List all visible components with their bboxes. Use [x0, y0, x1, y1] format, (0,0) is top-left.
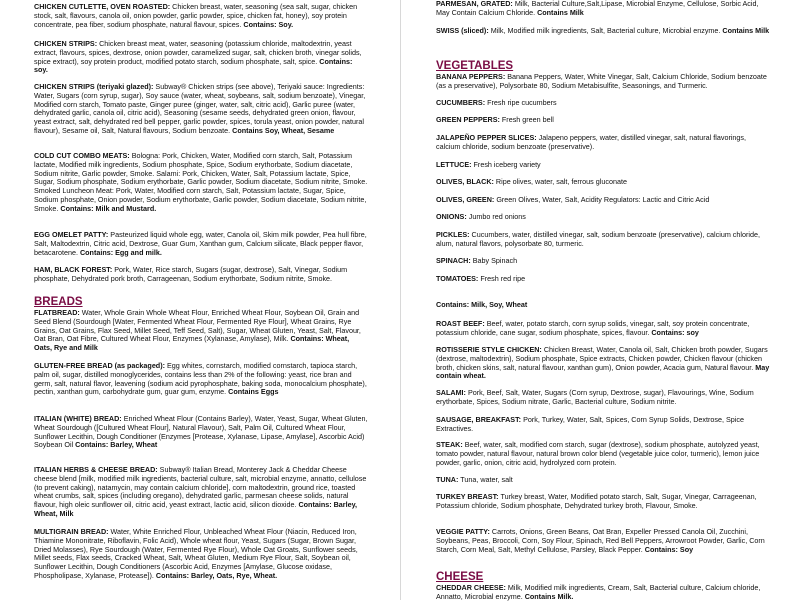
roast-beef-entry: ROAST BEEF: Beef, water, potato starch, corn syrup solids, vinegar, salt, soy protein concentrate, potassium chloride, cane sugar, sodium phosphate, spices, flavour. Contains: soy	[436, 319, 750, 337]
egg-omelet-entry: EGG OMELET PATTY: Pasteurized liquid whole egg, water, Canola oil, Skim milk powder, Pea hull fibre, Salt, Maltodextrin, Citric acid, Dextrose, Guar Gum, Xanthan gum, Calcium silicate, Black pepper flavor, betacarotene. Contains: Egg and milk.	[34, 230, 367, 257]
chicken-strips-entry: CHICKEN STRIPS: Chicken breast meat, water, seasoning (potassium chloride, maltodextrin, yeast extract, flavours, spices, dextrose, onion powder, caramelized sugar, salt, chicken broth, vinegar solids, spice extract), soy protein product, modified potato starch, sodium phosphate, salt, spice. Contains: soy.	[34, 39, 362, 75]
spinach-entry: SPINACH: Baby Spinach	[436, 256, 518, 265]
chicken-strips-teriyaki-entry: CHICKEN STRIPS (teriyaki glazed): Subway® Chicken strips (see above), Teriyaki sauce: Ingredients: Water, Sugars (corn syrup, sugar), Soy sauce (water, wheat, soybeans, salt, sodium benzoate), Vinegar, Modified corn starch, Tomato paste, Ginger puree (ginger, water, salt, citric acid), Garlic puree (water, dehydrated garlic, canola oil, citric acid), Seasoning (sesame seeds, dehydrated green onion, flavour, yeast extract, salt, dehydrated red bell pepper, garlic powder, spices, torula yeast, onion powder, natural flavour), Sesame oil, Salt, Natural flavours, Sodium benzoate. Contains Soy, Wheat, Sesame	[34, 82, 366, 135]
swiss-entry: SWISS (sliced): Milk, Modified milk ingredients, Salt, Bacterial culture, Microbial enzyme. Contains Milk	[436, 26, 770, 35]
italian-herbs-cheese-entry: ITALIAN HERBS & CHEESE BREAD: Subway® Italian Bread, Monterey Jack & Cheddar Cheese cheese blend [milk, modified milk ingredients, bacterial culture, salt, microbial enzyme, annatto, cellulose (to prevent caking), natamycin, may contain calcium chloride], corn maltodextrin, ground rice, toasted wheat crumbs, salt, spices (including oregano), dehydrated garlic, parmesan cheese solids, natural flavour, high oleic sunflower oil, citric acid, yeast extract, lactic acid, silicon dioxide. Contains: Barley, Wheat, Milk	[34, 465, 367, 518]
olives-green-entry: OLIVES, GREEN: Green Olives, Water, Salt, Acidity Regulators: Lactic and Citric Acid	[436, 195, 710, 204]
cold-cut-combo-entry: COLD CUT COMBO MEATS: Bologna: Pork, Chicken, Water, Modified corn starch, Salt, Potassium lactate, Modified milk ingredients, Sodium phosphate, Spice, Sodium erythorbate, Sodium diacetate, Sodium nitrite, Garlic powder, Smoke. Salami: Pork, Chicken, Water, Salt, Potassium lactate, Spice, Sugar, Sodium phosphate, Sodium erythorbate, Garlic powder, Sodium diacetate, Sodium nitrite, Smoke. Smoked Luncheon Meat: Pork, Water, Modified corn starch, Salt, Potassium lactate, Sugar, Spice, Sodium phosphate, Onion powder, Sodium erythorbate, Garlic powder, Sodium diacetate, Sodium nitrite, Smoke. Contains: Milk and Mustard.	[34, 151, 368, 213]
sausage-breakfast-entry: SAUSAGE, BREAKFAST: Pork, Turkey, Water, Salt, Spices, Corn Syrup Solids, Dextrose, Spice Extractives.	[436, 415, 744, 433]
parmesan-entry: PARMESAN, GRATED: Milk, Bacterial Culture,Salt,Lipase, Microbial Enzyme, Cellulose, Sorbic Acid, May Contain Calcium Chloride. Contains Milk	[436, 0, 759, 17]
banana-peppers-entry: BANANA PEPPERS: Banana Peppers, Water, White Vinegar, Salt, Calcium Chloride, Sodium benzoate (as a preservative), Polysorbate 80, Sodium Metabisulfite, Seasonings, and Turmeric.	[436, 72, 767, 90]
rotisserie-chicken-entry: ROTISSERIE STYLE CHICKEN: Chicken Breast, Water, Canola oil, Salt, Chicken broth powder, Sugars (dextrose, maltodextrin), Sodium phosphate, Spice extracts, Chicken powder, Chicken flavour (chicken broth, chicken skins, salt, natural flavour, xanthan gum), Onion powder, Acacia gum, Natural flavour. May contain wheat.	[436, 345, 770, 381]
cheese-heading: CHEESE	[436, 571, 484, 583]
olives-black-entry: OLIVES, BLACK: Ripe olives, water, salt, ferrous gluconate	[436, 177, 627, 186]
steak-entry: STEAK: Beef, water, salt, modified corn starch, sugar (dextrose), sodium phosphate, autolyzed yeast, tomato powder, natural flavour, natural brown color blend (vegetable juice color, turmeric), lemon juice powder, garlic, onion, citric acid, hydrolyzed corn protein.	[436, 440, 760, 467]
jalapeno-entry: JALAPEÑO PEPPER SLICES: Jalapeno peppers, water, distilled vinegar, salt, natural flavorings, calcium chloride, sodium benzoate (preservative).	[436, 133, 747, 151]
cucumbers-entry: CUCUMBERS: Fresh ripe cucumbers	[436, 98, 557, 107]
tuna-entry: TUNA: Tuna, water, salt	[436, 475, 513, 484]
tomatoes-entry: TOMATOES: Fresh red ripe	[436, 274, 526, 283]
column-divider	[400, 0, 401, 600]
multigrain-bread-entry: MULTIGRAIN BREAD: Water, White Enriched Flour, Unbleached Wheat Flour (Niacin, Reduced Iron, Thiamine Mononitrate, Riboflavin, Folic Acid), Whole wheat flour, Yeast, Sugars (Sugar, Brown Sugar, Dried Molasses), Rye Sourdough (Water, Fermented Rye Flour), Whole Oat Groats, Sunflower seeds, Millet seeds, Flax seeds, Cracked Wheat, Salt, Wheat Gluten, Medium Rye Flour, Salt, Soybean oil, Sunflower Lecithin, Dough Conditioners (Ascorbic Acid, Enzymes [Amylase, Glucose oxidase, Phospholipase, Xylanase, Protease]). Contains: Barley, Oats, Rye, Wheat.	[34, 527, 358, 580]
lettuce-entry: LETTUCE: Fresh iceberg variety	[436, 160, 541, 169]
ham-black-forest-entry: HAM, BLACK FOREST: Pork, Water, Rice starch, Sugars (sugar, dextrose), Salt, Vinegar, Sodium phosphate, Dehydrated pork broth, Carrageenan, Sodium erythorbate, Sodium nitrite, Smoke.	[34, 265, 348, 283]
pickles-entry: PICKLES: Cucumbers, water, distilled vinegar, salt, sodium benzoate (preservative), calcium chloride, alum, natural flavors, polysorbate 80, turmeric.	[436, 230, 760, 248]
chicken-cutlette-entry: CHICKEN CUTLETTE, OVEN ROASTED: Chicken breast, water, seasoning (sea salt, sugar, chicken stock, salt, flavours, canola oil, onion powder, garlic powder, spice, chicken fat, honey), soy protein concentrate, pea fiber, sodium phosphate, natural flavour, spices. Contains: Soy.	[34, 2, 358, 29]
flatbread-entry: FLATBREAD: Water, Whole Grain Whole Wheat Flour, Enriched Wheat Flour, Soybean Oil, Grain and Seed Blend (Sourdough [Water, Fermented Wheat Flour, Fermented Rye Flour], Wheat Grains, Rye Grains, Oat Grains, Flax Seed, Millet Seed, Teff Seed, Salt), Sugar, Wheat Gluten, Yeast, Salt, Flavour, Oat Bran, Oat Fibre, Cultured Wheat Flour, Enzymes (Xylanase, Amylase), Milk. Contains: Wheat, Oats, Rye and Milk	[34, 308, 361, 353]
italian-white-bread-entry: ITALIAN (WHITE) BREAD: Enriched Wheat Flour (Contains Barley), Water, Yeast, Sugar, Wheat Gluten, Wheat Sourdough ([Cultured Wheat Flour], Natural Flavour), Salt, Palm Oil, Cultured Wheat Flour, Sunflower Lecithin, Dough Conditioner (Enzymes [Protease, Xylanase, Lipase, Amylase], Ascorbic Acid) Soybean Oil Contains: Barley, Wheat	[34, 414, 368, 450]
veggie-patty-entry: VEGGIE PATTY: Carrots, Onions, Green Beans, Oat Bran, Expeller Pressed Canola Oil, Zucchini, Soybeans, Peas, Broccoli, Corn, Soy Flour, Spinach, Red Bell Peppers, Arrowroot Powder, Garlic, Corn Starch, Corn Meal, Salt, Methyl Cellulose, Parsley, Black Pepper. Contains: Soy	[436, 527, 765, 554]
gluten-free-bread-entry: GLUTEN-FREE BREAD (as packaged): Egg whites, cornstarch, modified cornstarch, tapioca starch, palm oil, sugar, distilled monoglycerides, contains less than 2% of the following: yeast, rice bran and germ, salt, natural flavor, leavening (sodium acid pyrophosphate, baking soda, monocalcium phosphate), pectin, xanthan gum, carbohydrate gum, guar gum, enzyme. Contains Eggs	[34, 361, 367, 397]
cheddar-cheese-entry: CHEDDAR CHEESE: Milk, Modified milk ingredients, Cream, Salt, Bacterial culture, Calcium chloride, Annatto, Microbial enzyme. Contains Milk.	[436, 583, 761, 601]
green-peppers-entry: GREEN PEPPERS: Fresh green bell	[436, 115, 554, 124]
salami-entry: SALAMI: Pork, Beef, Salt, Water, Sugars (Corn syrup, Dextrose, sugar), Flavourings, Wine, Sodium erythorbate, Spices, Sodium nitrate, Garlic, Bacterial culture, Sodium nitrite.	[436, 388, 754, 406]
breads-heading: BREADS	[34, 296, 83, 308]
turkey-breast-entry: TURKEY BREAST: Turkey breast, Water, Modified potato starch, Salt, Sugar, Vinegar, Carrageenan, Potassium chloride, Sodium phosphate, Dehydrated turkey broth, Flavour, Smoke.	[436, 492, 757, 510]
contains-milk-soy-wheat: Contains: Milk, Soy, Wheat	[436, 300, 528, 309]
vegetables-heading: VEGETABLES	[436, 60, 514, 72]
onions-entry: ONIONS: Jumbo red onions	[436, 212, 526, 221]
